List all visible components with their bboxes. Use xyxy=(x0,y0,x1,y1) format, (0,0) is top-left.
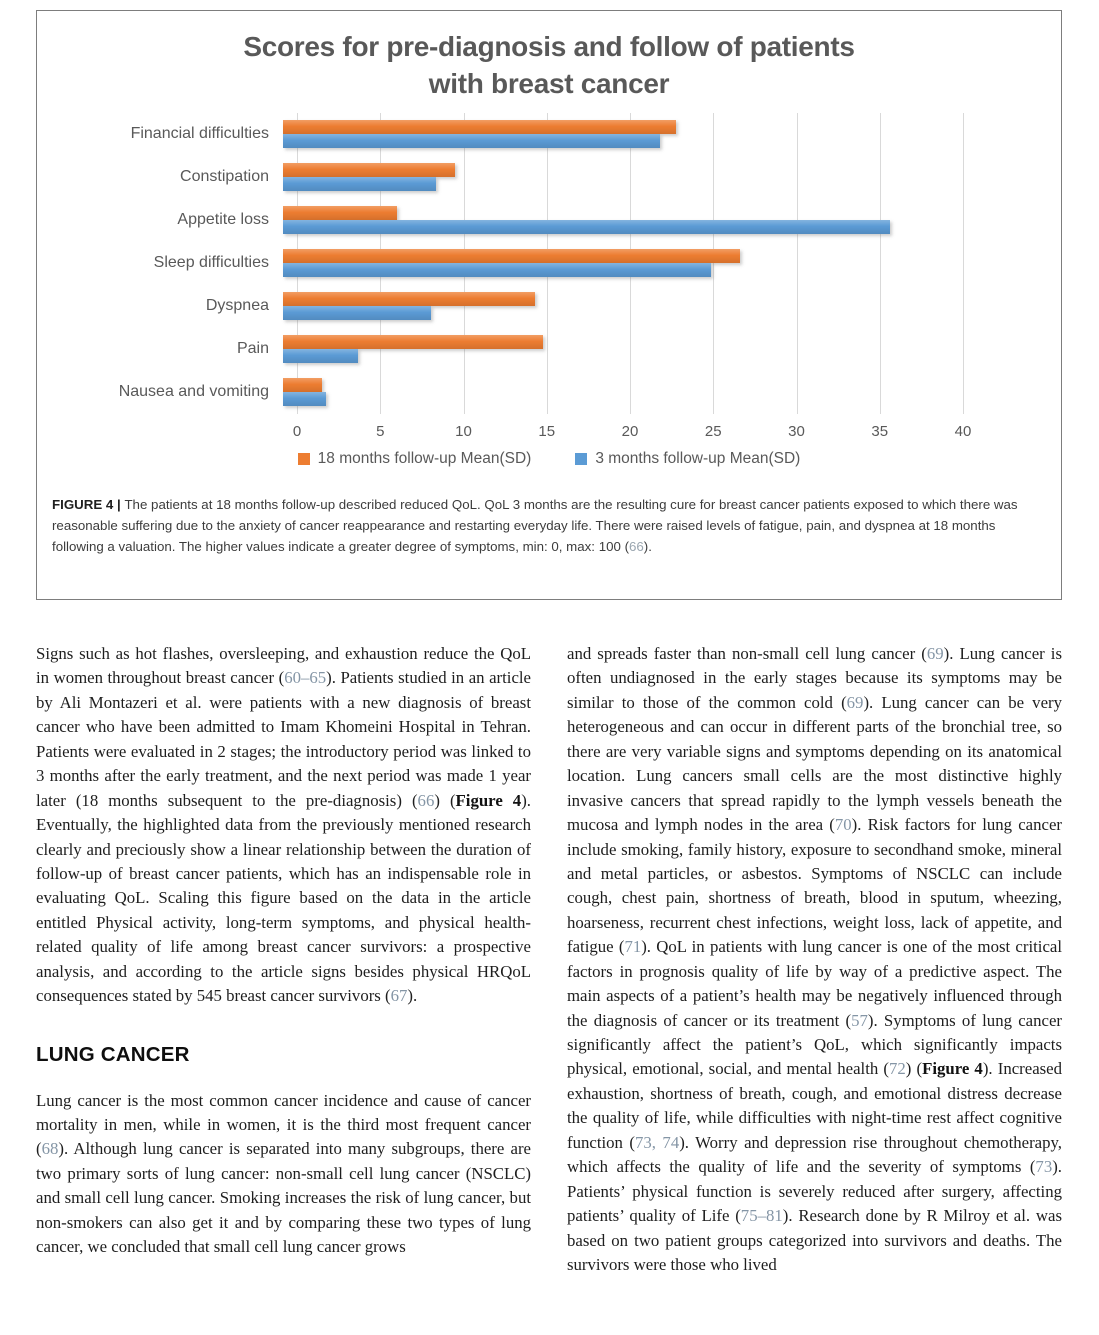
figure-4-panel xyxy=(36,10,1062,600)
bold-text: FIGURE 4 | xyxy=(52,496,125,512)
bar-18m xyxy=(283,163,455,177)
bold-text: Figure 4 xyxy=(922,1059,983,1079)
x-tick-label: 10 xyxy=(455,422,472,440)
x-tick-label: 20 xyxy=(621,422,639,440)
category-label: Nausea and vomiting xyxy=(118,383,269,401)
bar-group xyxy=(283,335,963,363)
bar-group xyxy=(283,378,963,406)
citation: 73 xyxy=(1035,1157,1053,1177)
citation: 66 xyxy=(629,538,644,554)
category-label: Sleep difficulties xyxy=(153,254,269,272)
x-axis xyxy=(292,416,972,446)
bar-3m xyxy=(283,263,711,277)
category-label: Constipation xyxy=(180,168,269,186)
x-tick-label: 15 xyxy=(538,422,556,440)
legend-item xyxy=(298,450,532,468)
legend-label: 3 months follow-up Mean(SD) xyxy=(595,449,801,467)
bar-3m xyxy=(283,220,890,234)
section-heading-lung-cancer: LUNG CANCER xyxy=(36,1042,190,1066)
paragraph-lung-cancer-intro xyxy=(36,1089,531,1260)
bar-3m xyxy=(283,392,326,406)
bar-18m xyxy=(283,206,397,220)
category-label: Pain xyxy=(236,340,269,358)
bar-3m xyxy=(283,134,660,148)
citation: 67 xyxy=(390,986,408,1006)
bar-group xyxy=(283,292,963,320)
citation: 68 xyxy=(41,1139,59,1159)
text-segment: ). xyxy=(407,986,418,1006)
bar-18m xyxy=(283,249,740,263)
bar-3m xyxy=(283,306,431,320)
text-segment: The patients at 18 months follow-up described reduced QoL. QoL 3 months are the resulting cure for breast cancer patients exposed to which there was reasonable suffering due to the anxiety of cancer reappearance and restarting everyday life. There were raised levels of fatigue, pain, and dyspnea at 18 months following a valuation. The higher values indicate a greater degree of symptoms, min: 0, max: 100 ( xyxy=(52,496,1018,554)
legend-swatch xyxy=(298,453,310,465)
citation: 75–81 xyxy=(740,1206,783,1226)
bar-group xyxy=(283,249,963,277)
text-segment: ). Although lung cancer is separated into many subgroups, there are two primary sorts of lung cancer: non-small cell lung cancer (NSCLC) and small cell lung cancer. Smoking increases the risk of lung cancer, but non-smokers can also get it and by comparing these two types of lung cancer, we concluded that small cell lung cancer grows xyxy=(36,1139,531,1257)
column-right xyxy=(567,642,1062,1277)
text-segment: ) ( xyxy=(434,790,456,810)
text-segment: ). Patients’ physical function is severely reduced after surgery, affecting patients’ quality of Life ( xyxy=(567,1157,1062,1226)
legend-label: 18 months follow-up Mean(SD) xyxy=(317,449,532,467)
text-segment: ). Symptoms of lung cancer significantly affect the patient’s QoL, which significantly impacts physical, emotional, social, and mental health ( xyxy=(567,1010,1062,1079)
category-label: Appetite loss xyxy=(177,211,269,229)
category-label: Dyspnea xyxy=(205,297,269,315)
text-segment: and spreads faster than non-small cell lung cancer ( xyxy=(567,644,927,663)
bar-chart xyxy=(37,29,1061,468)
text-segment: ). Lung cancer can be very heterogeneous and can occur in different parts of the bronchial tree, so there are very variable signs and symptoms depending on its anatomical location. Lung cancers small cells are the most distinctive highly invasive cancers that spread rapidly to the lymph vessels beneath the mucosa and lymph nodes in the area ( xyxy=(567,692,1062,835)
text-segment: ) ( xyxy=(905,1059,923,1079)
legend-item xyxy=(575,450,800,468)
chart-plot-area xyxy=(37,113,1061,414)
text-segment: ). Patients studied in an article by Ali Montazeri et al. were patients with a new diagnosis of breast cancer who have been admitted to Imam Khomeini Hospital in Tehran. Patients were evaluated in 2 stages; the introductory period was linked to 3 months after the early treatment, and the next period was made 1 year later (18 months subsequent to the pre-diagnosis) ( xyxy=(36,668,531,810)
text-segment: ). Lung cancer is often undiagnosed in the early stages because its symptoms may be similar to those of the common cold ( xyxy=(567,644,1062,712)
citation: 69 xyxy=(846,692,864,712)
citation: 60–65 xyxy=(284,668,327,688)
category-label: Financial difficulties xyxy=(130,125,269,143)
figure-caption xyxy=(52,494,1046,557)
text-segment: ). Worry and depression rise throughout chemotherapy, which affects the quality of life and the severity of symptoms ( xyxy=(567,1132,1062,1177)
legend-swatch xyxy=(575,453,587,465)
text-segment: ). xyxy=(643,538,652,554)
bar-group xyxy=(283,206,963,234)
chart-title xyxy=(37,29,1061,103)
citation: 57 xyxy=(851,1010,868,1030)
citation: 69 xyxy=(926,644,944,663)
text-segment: ). QoL in patients with lung cancer is one of the most critical factors in prognosis quality of life by way of a predictive aspect. The main aspects of a patient’s health may be negatively influenced through the diagnosis of cancer or its treatment ( xyxy=(567,937,1063,1030)
text-segment: ). Increased exhaustion, shortness of breath, cough, and emotional distress decrease the quality of life, while difficulties with night-time rest affect cognitive function ( xyxy=(567,1059,1063,1152)
citation: 66 xyxy=(417,790,435,810)
x-tick-label: 25 xyxy=(704,422,722,440)
chart-title-line-2: with breast cancer xyxy=(428,67,670,99)
text-segment: ). Research done by R Milroy et al. was based on two patient groups categorized into survivors and deaths. The survivors were those who lived xyxy=(567,1206,1062,1274)
bar-18m xyxy=(283,378,322,392)
paragraph-lung-cancer-cont xyxy=(567,642,1062,1277)
text-segment: Lung cancer is the most common cancer incidence and cause of cancer mortality in men, while in women, it is the third most frequent cancer ( xyxy=(36,1090,531,1159)
column-left xyxy=(36,642,531,1277)
article-body xyxy=(36,642,1062,1277)
bar-3m xyxy=(283,177,436,191)
gridline xyxy=(963,113,964,414)
bar-3m xyxy=(283,349,358,363)
chart-legend xyxy=(37,450,1061,468)
citation: 71 xyxy=(624,937,642,957)
text-segment: ). Risk factors for lung cancer include smoking, family history, exposure to secondhand smoke, mineral and metal particles, or asbestos. Symptoms of NSCLC can include cough, chest pain, shortness of breath, blood in sputum, wheezing, hoarseness, recurrent chest infections, weight loss, lack of appetite, and fatigue ( xyxy=(567,815,1062,957)
x-tick-label: 0 xyxy=(292,422,302,440)
chart-title-line-1: Scores for pre-diagnosis and follow of patients xyxy=(243,31,855,62)
text-segment: Signs such as hot flashes, oversleeping, and exhaustion reduce the QoL in women throughout breast cancer ( xyxy=(36,644,531,688)
citation: 73, 74 xyxy=(634,1132,680,1152)
paragraph-breast-cancer xyxy=(36,642,531,1009)
bold-text: Figure 4 xyxy=(455,790,522,810)
bar-18m xyxy=(283,292,535,306)
x-tick-label: 35 xyxy=(871,422,889,440)
citation: 70 xyxy=(834,815,852,835)
x-tick-label: 5 xyxy=(376,422,385,440)
x-tick-label: 40 xyxy=(954,422,972,440)
x-tick-label: 30 xyxy=(788,422,805,440)
bar-group xyxy=(283,163,963,191)
bar-18m xyxy=(283,335,543,349)
citation: 72 xyxy=(888,1059,906,1079)
bar-18m xyxy=(283,120,676,134)
bar-group xyxy=(283,120,963,148)
text-segment: ). Eventually, the highlighted data from the previously mentioned research clearly and preciously show a linear relationship between the duration of follow-up of breast cancer patients, which has an indispensable role in evaluating QoL. Scaling this figure based on the data in the article entitled Physical activity, long-term symptoms, and physical health-related quality of life among breast cancer survivors: a prospective analysis, and according to the article signs besides physical HRQoL consequences stated by 545 breast cancer survivors ( xyxy=(36,790,531,1006)
